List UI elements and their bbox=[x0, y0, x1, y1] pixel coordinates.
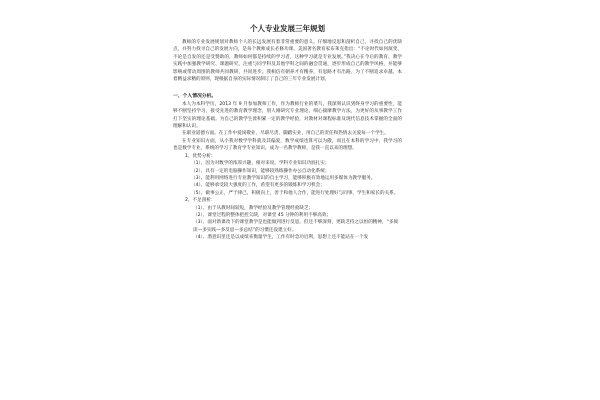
weakness-item: （4）、潜意识里还是以成绩来衡量学生，工作有时急功近利，思想上还不能站在一个发 bbox=[193, 235, 369, 241]
strength-item: （2）、具有一定的电脑操作知识，能够较熟练操作办公自动化系统； bbox=[191, 168, 330, 174]
weakness-item: （1）、由于从教时间较短，教学经验及教学管理经验缺乏； bbox=[193, 205, 314, 211]
section-heading: 一、个人情况分析。 bbox=[173, 94, 217, 100]
ethics-paragraph: 在职业道德方面。在工作中爱岗敬业，尽职尽责、脚踏实业，用自己的责任和热情去关爱每一个学生。 bbox=[182, 131, 389, 137]
strength-item: （1）、因为对数学的浓厚兴趣，相对来说，学科专业知识功底扎实； bbox=[191, 161, 330, 167]
weakness-heading: 2、不足剖析： bbox=[185, 198, 216, 204]
section-gap bbox=[173, 83, 402, 93]
strength-item: （4）、能够承受较大强度的工作，希望有更多的锻炼和学习机会； bbox=[191, 183, 325, 189]
document-title: 个人专业发展三年规划 bbox=[250, 24, 325, 33]
intro-paragraph: 教师的专业发展规划对教师个人的长远发展有着非常重要的意义。仔细地反思和剖析自己，寻找自己的优缺点，并努力找寻自己的发展方向，是每个教师成长必修功课。美国著名教育家布莱克指出：“不论时代如何演变，不论是自发的还是受赞助的，教师如何都是持续的学习者，这种学习就是专业发展。”我决心在今后的教育、教学实践中加强教学研究、课题研究，注重与同学科及其他学科之间的融会贯通，逐步形成自己的教学风格，并能够影响或带动周围的教师共同教研，共同进步。我相信有朝养才有精养，有思路才有出路，为了不断追求卓越，本着精益求精的原则，现根据自身的实际情况制订了自己的三年专业发展计划。 bbox=[173, 40, 402, 83]
strength-item: （5）、做事公正，严于律己，积极向上，善于和他人合作，能进行处理好与同事、学生和家长的关系。 bbox=[191, 190, 399, 196]
strengths-heading: 1、优势分析： bbox=[185, 153, 216, 159]
education-paragraph: 本人为本科学历，2013 年 9 月参加教师工作，作为教师行业的菜鸟，我深刻认识到终身学习的重要性，能够不断坚持学习，接受先进的教育教学理念，别人刚研究专业理论、细心揣摩教学方法，为更好的从事教学工作打下坚实的理论基础。为自己的教学生涯积累一定的教学经验，对教材对课程标准及现代信息技术掌握的全面的理解和认识。 bbox=[173, 101, 402, 130]
weakness-item: （3）、面对新课改下的课堂教学是也能做到进行反思，但还不够深刻，更缺乏持之以恒的精神，“多阅读—多实践—多反思—多总结”的习惯还没建立好。 bbox=[193, 220, 399, 233]
strength-item: （3）、能利用网络进行专业教学知识的自主学习，能够积极有效地运用多媒体为教学服务。 bbox=[191, 175, 376, 181]
knowledge-paragraph: 在专业知识方面，从小我对数学学科就及其偏爱，数学成绩也算可以为傲，而且在本科的学习中，我学习的也是数学专业，系统的学习了教育学专业知识。成为一名教学教师，是我一直以来的理想。 bbox=[173, 138, 402, 152]
weakness-item: （2）、课堂过程的整体把控欠缺，对课堂 45 分钟的利用不够高效； bbox=[193, 212, 332, 218]
